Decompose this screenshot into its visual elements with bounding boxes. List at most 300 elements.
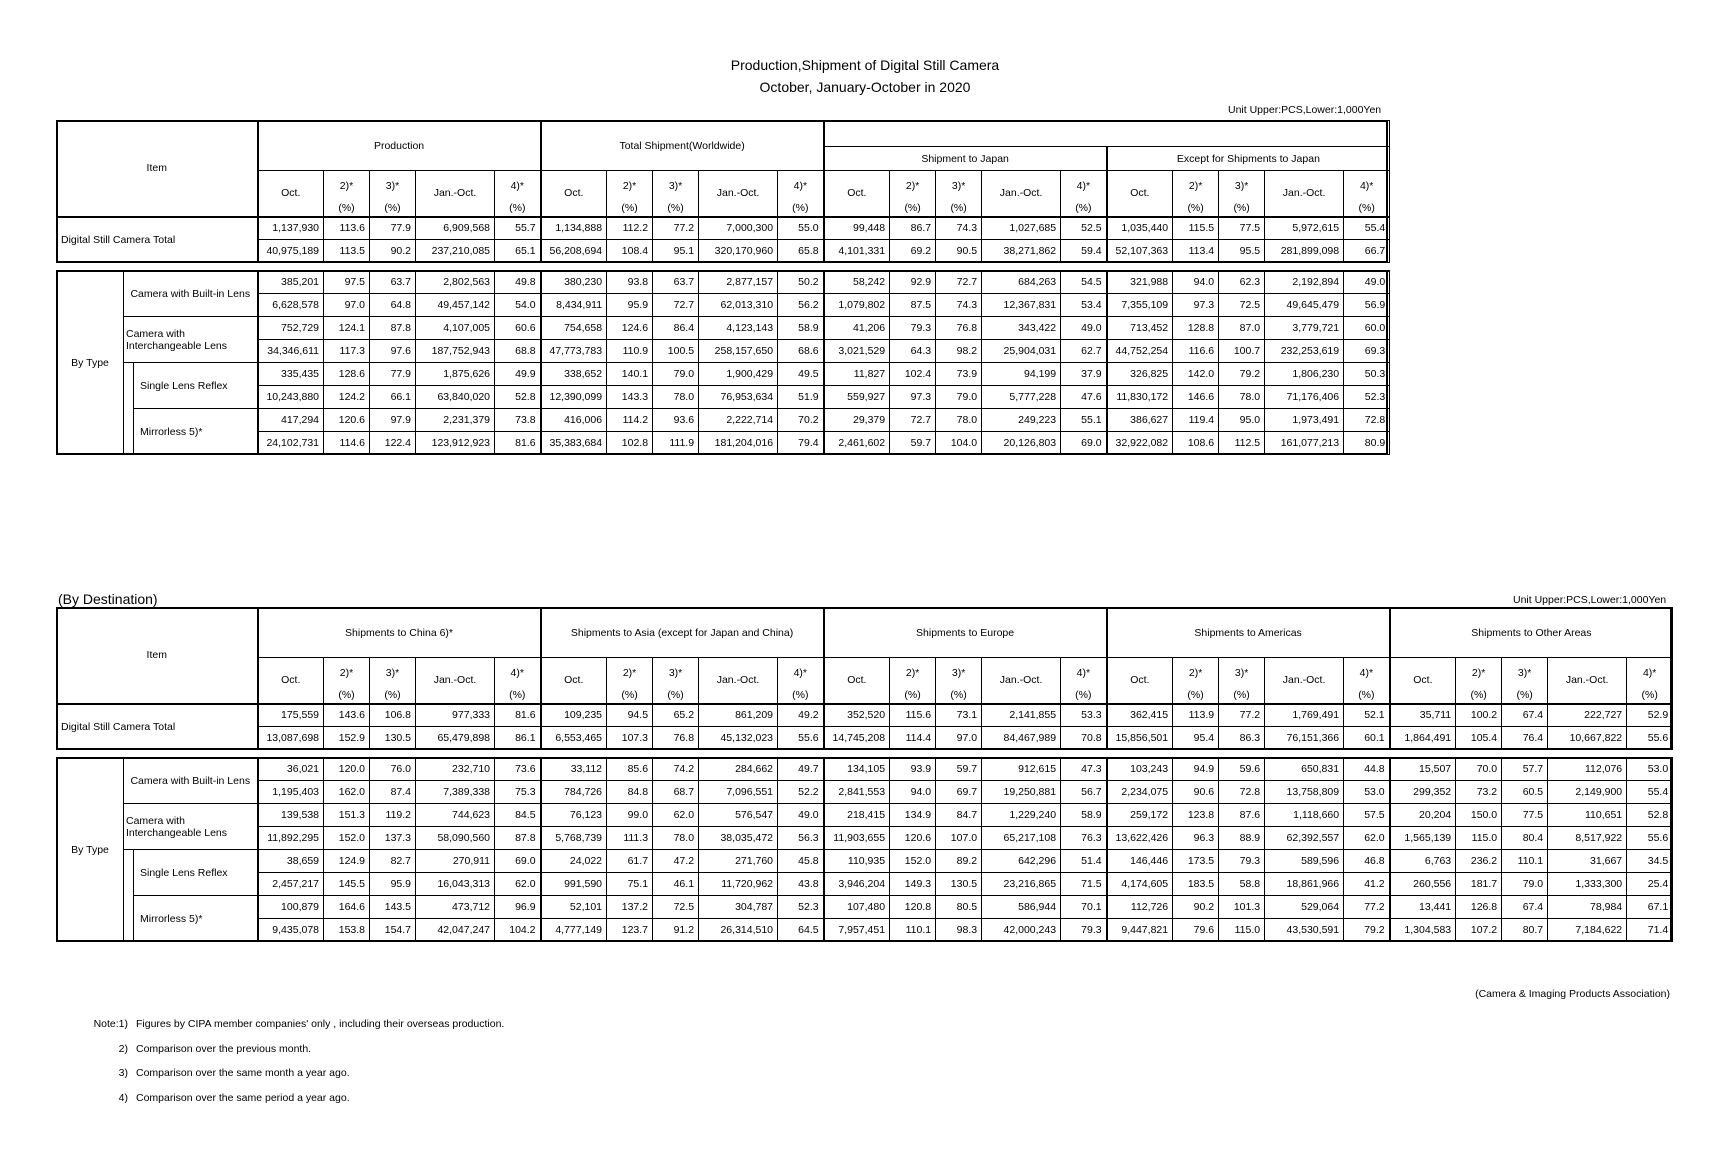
jan-oct-value: 161,077,213 [1265,432,1344,455]
footnote-text: Figures by CIPA member companies' only , including their overseas production. [136,1018,505,1031]
prev-month-ratio: 112.2 [607,217,653,240]
jan-oct-value: 63,840,020 [416,386,495,409]
year-ago-ratio: 74.2 [653,758,699,781]
table-row [57,781,1673,804]
jan-oct-value: 49,645,479 [1265,294,1344,317]
percent-unit: (%) [890,688,936,704]
oct-value: 8,434,911 [541,294,607,317]
group-header: Shipments to Other Areas [1390,608,1673,658]
jan-oct-value: 1,118,660 [1265,804,1344,827]
oct-value: 338,652 [541,363,607,386]
prev-month-ratio: 85.6 [607,758,653,781]
year-ago-ratio: 80.5 [936,896,982,919]
prev-month-ratio: 145.5 [324,873,370,896]
jan-oct-value: 10,667,822 [1548,727,1627,750]
year-ago-ratio: 97.6 [370,340,416,363]
percent-unit: (%) [1219,201,1265,217]
row-label-builtin-lens: Camera with Built-in Lens [124,271,258,317]
jan-oct-value: 6,909,568 [416,217,495,240]
year-ago-ratio: 104.0 [936,432,982,455]
jan-oct-value: 187,752,943 [416,340,495,363]
oct-value: 416,006 [541,409,607,432]
oct-value: 107,480 [824,896,890,919]
by-type-label: By Type [57,758,124,942]
oct-value: 110,935 [824,850,890,873]
prev-month-ratio: 90.2 [1173,896,1219,919]
year-ago-ratio: 122.4 [370,432,416,455]
period-ratio: 60.6 [495,317,541,340]
prev-month-ratio-header: 2)* [607,171,653,201]
prev-month-ratio: 87.5 [890,294,936,317]
period-ratio: 69.0 [1061,432,1107,455]
year-ago-ratio: 62.3 [1219,271,1265,294]
period-ratio: 51.9 [778,386,824,409]
prev-month-ratio: 100.2 [1456,704,1502,727]
unit-note-table2: Unit Upper:PCS,Lower:1,000Yen [1513,594,1667,606]
jan-oct-value: 237,210,085 [416,240,495,263]
prev-month-ratio: 173.5 [1173,850,1219,873]
period-ratio-header: 4)* [1344,171,1390,201]
oct-value: 6,763 [1390,850,1456,873]
prev-month-ratio: 107.2 [1456,919,1502,942]
jan-oct-value: 1,806,230 [1265,363,1344,386]
period-ratio: 65.1 [495,240,541,263]
oct-value: 146,446 [1107,850,1173,873]
period-ratio: 75.3 [495,781,541,804]
oct-value: 754,658 [541,317,607,340]
prev-month-ratio: 94.0 [890,781,936,804]
oct-value: 35,711 [1390,704,1456,727]
year-ago-ratio-header: 3)* [653,171,699,201]
prev-month-ratio-header: 2)* [607,658,653,688]
prev-month-ratio: 73.2 [1456,781,1502,804]
jan-oct-value: 76,151,366 [1265,727,1344,750]
period-ratio: 86.1 [495,727,541,750]
prev-month-ratio: 99.0 [607,804,653,827]
period-ratio: 53.0 [1627,758,1673,781]
jan-oct-value: 684,263 [982,271,1061,294]
table-row [57,827,1673,850]
prev-month-ratio: 137.2 [607,896,653,919]
year-ago-ratio: 73.1 [936,704,982,727]
oct-value: 559,927 [824,386,890,409]
period-ratio: 55.0 [778,217,824,240]
period-ratio: 84.5 [495,804,541,827]
oct-value: 99,448 [824,217,890,240]
jan-oct-value: 42,047,247 [416,919,495,942]
year-ago-ratio-header: 3)* [653,658,699,688]
jan-oct-header: Jan.-Oct. [1265,658,1344,704]
jan-oct-value: 112,076 [1548,758,1627,781]
year-ago-ratio: 72.5 [1219,294,1265,317]
jan-oct-value: 65,217,108 [982,827,1061,850]
period-ratio: 70.2 [778,409,824,432]
period-ratio: 52.8 [1627,804,1673,827]
production-shipment-table [56,120,1390,455]
jan-oct-value: 2,802,563 [416,271,495,294]
period-ratio: 56.3 [778,827,824,850]
jan-oct-value: 8,517,922 [1548,827,1627,850]
oct-value: 15,856,501 [1107,727,1173,750]
prev-month-ratio: 108.4 [607,240,653,263]
period-ratio: 80.9 [1344,432,1390,455]
year-ago-ratio: 77.9 [370,363,416,386]
prev-month-ratio-header: 2)* [1173,658,1219,688]
jan-oct-header: Jan.-Oct. [1265,171,1344,217]
period-ratio: 69.0 [495,850,541,873]
period-ratio: 53.4 [1061,294,1107,317]
jan-oct-value: 1,900,429 [699,363,778,386]
oct-value: 352,520 [824,704,890,727]
year-ago-ratio: 101.3 [1219,896,1265,919]
oct-value: 6,553,465 [541,727,607,750]
jan-oct-value: 62,392,557 [1265,827,1344,850]
year-ago-ratio: 110.1 [1502,850,1548,873]
oct-value: 35,383,684 [541,432,607,455]
prev-month-ratio: 113.5 [324,240,370,263]
period-ratio: 81.6 [495,432,541,455]
oct-header: Oct. [541,171,607,217]
year-ago-ratio: 97.0 [936,727,982,750]
by-destination-label: (By Destination) [58,591,158,607]
year-ago-ratio: 57.7 [1502,758,1548,781]
percent-unit: (%) [653,688,699,704]
group-header: Shipment to Japan [824,147,1107,171]
prev-month-ratio: 115.5 [1173,217,1219,240]
prev-month-ratio: 120.8 [890,896,936,919]
row-label-builtin-lens: Camera with Built-in Lens [124,758,258,804]
oct-value: 260,556 [1390,873,1456,896]
oct-value: 380,230 [541,271,607,294]
jan-oct-value: 2,149,900 [1548,781,1627,804]
group-header: Except for Shipments to Japan [1107,147,1390,171]
year-ago-ratio: 115.0 [1219,919,1265,942]
year-ago-ratio: 77.9 [370,217,416,240]
jan-oct-value: 320,170,960 [699,240,778,263]
year-ago-ratio: 69.7 [936,781,982,804]
oct-value: 38,659 [258,850,324,873]
jan-oct-value: 181,204,016 [699,432,778,455]
jan-oct-value: 642,296 [982,850,1061,873]
footnote-text: Comparison over the previous month. [136,1042,312,1055]
prev-month-ratio: 92.9 [890,271,936,294]
jan-oct-value: 78,984 [1548,896,1627,919]
oct-value: 3,021,529 [824,340,890,363]
period-ratio: 96.9 [495,896,541,919]
prev-month-ratio: 61.7 [607,850,653,873]
period-ratio: 34.5 [1627,850,1673,873]
oct-header: Oct. [824,171,890,217]
period-ratio: 43.8 [778,873,824,896]
percent-unit: (%) [1344,201,1390,217]
prev-month-ratio-header: 2)* [324,171,370,201]
period-ratio: 49.2 [778,704,824,727]
percent-unit: (%) [1173,688,1219,704]
group-header: Shipments to Americas [1107,608,1390,658]
period-ratio: 55.6 [1627,727,1673,750]
prev-month-ratio: 124.1 [324,317,370,340]
jan-oct-value: 58,090,560 [416,827,495,850]
prev-month-ratio: 105.4 [1456,727,1502,750]
year-ago-ratio: 63.7 [653,271,699,294]
table-row [57,727,1673,750]
jan-oct-value: 5,777,228 [982,386,1061,409]
jan-oct-value: 20,126,803 [982,432,1061,455]
period-ratio: 70.1 [1061,896,1107,919]
year-ago-ratio: 130.5 [936,873,982,896]
footnote [84,1061,504,1086]
period-ratio: 45.8 [778,850,824,873]
group-header: Shipments to Asia (except for Japan and China) [541,608,824,658]
percent-unit: (%) [1502,688,1548,704]
jan-oct-value: 304,787 [699,896,778,919]
oct-header: Oct. [258,658,324,704]
prev-month-ratio: 162.0 [324,781,370,804]
prev-month-ratio: 108.6 [1173,432,1219,455]
prev-month-ratio: 151.3 [324,804,370,827]
year-ago-ratio: 58.8 [1219,873,1265,896]
oct-value: 33,112 [541,758,607,781]
period-ratio: 60.1 [1344,727,1390,750]
prev-month-ratio: 95.4 [1173,727,1219,750]
oct-value: 1,079,802 [824,294,890,317]
prev-month-ratio: 116.6 [1173,340,1219,363]
prev-month-ratio-header: 2)* [1173,171,1219,201]
period-ratio: 52.5 [1061,217,1107,240]
jan-oct-value: 576,547 [699,804,778,827]
percent-unit: (%) [1456,688,1502,704]
jan-oct-value: 25,904,031 [982,340,1061,363]
item-header: Item [57,608,258,704]
period-ratio: 47.6 [1061,386,1107,409]
row-label-total: Digital Still Camera Total [57,704,258,750]
jan-oct-header: Jan.-Oct. [699,658,778,704]
prev-month-ratio: 123.7 [607,919,653,942]
prev-month-ratio: 140.1 [607,363,653,386]
prev-month-ratio: 124.6 [607,317,653,340]
label-line: Interchangeable Lens [126,339,227,352]
oct-value: 11,827 [824,363,890,386]
oct-value: 1,134,888 [541,217,607,240]
oct-value: 386,627 [1107,409,1173,432]
prev-month-ratio: 123.8 [1173,804,1219,827]
jan-oct-value: 11,720,962 [699,873,778,896]
period-ratio: 58.9 [778,317,824,340]
prev-month-ratio: 143.3 [607,386,653,409]
percent-unit: (%) [890,201,936,217]
period-ratio: 54.5 [1061,271,1107,294]
period-ratio: 25.4 [1627,873,1673,896]
jan-oct-value: 38,271,862 [982,240,1061,263]
table-row [57,409,1390,432]
prev-month-ratio: 183.5 [1173,873,1219,896]
oct-value: 134,105 [824,758,890,781]
jan-oct-header: Jan.-Oct. [1548,658,1627,704]
association-credit: (Camera & Imaging Products Association) [1475,988,1670,1000]
year-ago-ratio: 79.2 [1219,363,1265,386]
year-ago-ratio: 86.3 [1219,727,1265,750]
label-line: Camera with [126,814,185,827]
oct-value: 299,352 [1390,781,1456,804]
oct-value: 76,123 [541,804,607,827]
year-ago-ratio: 87.0 [1219,317,1265,340]
year-ago-ratio: 93.6 [653,409,699,432]
prev-month-ratio: 149.3 [890,873,936,896]
oct-value: 11,892,295 [258,827,324,850]
oct-value: 15,507 [1390,758,1456,781]
percent-unit: (%) [1061,688,1107,704]
period-ratio-header: 4)* [1627,658,1673,688]
jan-oct-value: 71,176,406 [1265,386,1344,409]
period-ratio: 73.8 [495,409,541,432]
oct-value: 2,457,217 [258,873,324,896]
table-row [57,919,1673,942]
year-ago-ratio: 78.0 [1219,386,1265,409]
prev-month-ratio: 59.7 [890,432,936,455]
percent-unit: (%) [1344,688,1390,704]
jan-oct-header: Jan.-Oct. [416,658,495,704]
prev-month-ratio: 94.0 [1173,271,1219,294]
period-ratio: 52.9 [1627,704,1673,727]
prev-month-ratio: 93.8 [607,271,653,294]
jan-oct-value: 19,250,881 [982,781,1061,804]
period-ratio: 81.6 [495,704,541,727]
prev-month-ratio: 90.6 [1173,781,1219,804]
footnote [84,1012,504,1037]
jan-oct-value: 232,253,619 [1265,340,1344,363]
period-ratio: 57.5 [1344,804,1390,827]
oct-value: 5,768,739 [541,827,607,850]
year-ago-ratio: 46.1 [653,873,699,896]
jan-oct-value: 7,184,622 [1548,919,1627,942]
prev-month-ratio: 113.4 [1173,240,1219,263]
jan-oct-value: 2,877,157 [699,271,778,294]
prev-month-ratio: 102.4 [890,363,936,386]
indent-spacer [124,363,134,455]
period-ratio: 52.8 [495,386,541,409]
jan-oct-value: 38,035,472 [699,827,778,850]
percent-unit: (%) [370,201,416,217]
prev-month-ratio: 113.6 [324,217,370,240]
oct-value: 991,590 [541,873,607,896]
row-label-interchangeable-lens [124,317,258,363]
jan-oct-value: 7,000,300 [699,217,778,240]
prev-month-ratio: 64.3 [890,340,936,363]
group-header: Total Shipment(Worldwide) [541,121,824,171]
oct-value: 1,195,403 [258,781,324,804]
oct-value: 2,234,075 [1107,781,1173,804]
year-ago-ratio: 72.7 [936,271,982,294]
period-ratio: 68.6 [778,340,824,363]
period-ratio: 46.8 [1344,850,1390,873]
percent-unit: (%) [936,688,982,704]
group-header-spacer [824,121,1390,147]
jan-oct-value: 49,457,142 [416,294,495,317]
oct-value: 24,102,731 [258,432,324,455]
prev-month-ratio-header: 2)* [1456,658,1502,688]
prev-month-ratio: 96.3 [1173,827,1219,850]
row-label-interchangeable-lens [124,804,258,850]
jan-oct-value: 650,831 [1265,758,1344,781]
year-ago-ratio: 62.0 [653,804,699,827]
period-ratio-header: 4)* [778,658,824,688]
jan-oct-value: 1,229,240 [982,804,1061,827]
year-ago-ratio: 74.3 [936,294,982,317]
year-ago-ratio: 72.5 [653,896,699,919]
jan-oct-value: 13,758,809 [1265,781,1344,804]
year-ago-ratio: 80.7 [1502,919,1548,942]
prev-month-ratio: 152.0 [324,827,370,850]
year-ago-ratio: 97.9 [370,409,416,432]
prev-month-ratio: 86.7 [890,217,936,240]
prev-month-ratio: 93.9 [890,758,936,781]
label-line: Interchangeable Lens [126,826,227,839]
footnote-number: Note:1) [93,1018,128,1031]
year-ago-ratio: 87.8 [370,317,416,340]
year-ago-ratio-header: 3)* [370,658,416,688]
period-ratio: 56.9 [1344,294,1390,317]
report-title-line1: Production,Shipment of Digital Still Camera [730,57,1000,73]
oct-value: 1,565,139 [1390,827,1456,850]
year-ago-ratio: 79.0 [653,363,699,386]
year-ago-ratio: 84.7 [936,804,982,827]
period-ratio: 58.9 [1061,804,1107,827]
oct-value: 58,242 [824,271,890,294]
prev-month-ratio: 94.5 [607,704,653,727]
year-ago-ratio: 78.0 [653,827,699,850]
period-ratio: 79.2 [1344,919,1390,942]
period-ratio-header: 4)* [1061,171,1107,201]
year-ago-ratio-header: 3)* [1219,171,1265,201]
year-ago-ratio: 79.3 [1219,850,1265,873]
percent-unit: (%) [495,201,541,217]
jan-oct-value: 110,651 [1548,804,1627,827]
period-ratio: 55.1 [1061,409,1107,432]
prev-month-ratio: 97.5 [324,271,370,294]
oct-header: Oct. [1107,171,1173,217]
prev-month-ratio: 94.9 [1173,758,1219,781]
oct-value: 1,035,440 [1107,217,1173,240]
period-ratio: 77.2 [1344,896,1390,919]
period-ratio-header: 4)* [495,658,541,688]
prev-month-ratio: 75.1 [607,873,653,896]
oct-value: 139,538 [258,804,324,827]
jan-oct-value: 1,973,491 [1265,409,1344,432]
oct-value: 12,390,099 [541,386,607,409]
jan-oct-value: 912,615 [982,758,1061,781]
jan-oct-value: 45,132,023 [699,727,778,750]
jan-oct-value: 2,141,855 [982,704,1061,727]
year-ago-ratio: 111.9 [653,432,699,455]
oct-value: 2,461,602 [824,432,890,455]
prev-month-ratio: 164.6 [324,896,370,919]
jan-oct-value: 284,662 [699,758,778,781]
year-ago-ratio: 76.0 [370,758,416,781]
oct-value: 40,975,189 [258,240,324,263]
year-ago-ratio: 95.5 [1219,240,1265,263]
table-row [57,704,1673,727]
year-ago-ratio: 72.7 [653,294,699,317]
oct-value: 13,622,426 [1107,827,1173,850]
year-ago-ratio: 119.2 [370,804,416,827]
year-ago-ratio: 77.2 [1219,704,1265,727]
year-ago-ratio: 100.7 [1219,340,1265,363]
period-ratio: 53.0 [1344,781,1390,804]
prev-month-ratio: 115.6 [890,704,936,727]
oct-value: 7,355,109 [1107,294,1173,317]
year-ago-ratio: 98.2 [936,340,982,363]
period-ratio: 68.8 [495,340,541,363]
